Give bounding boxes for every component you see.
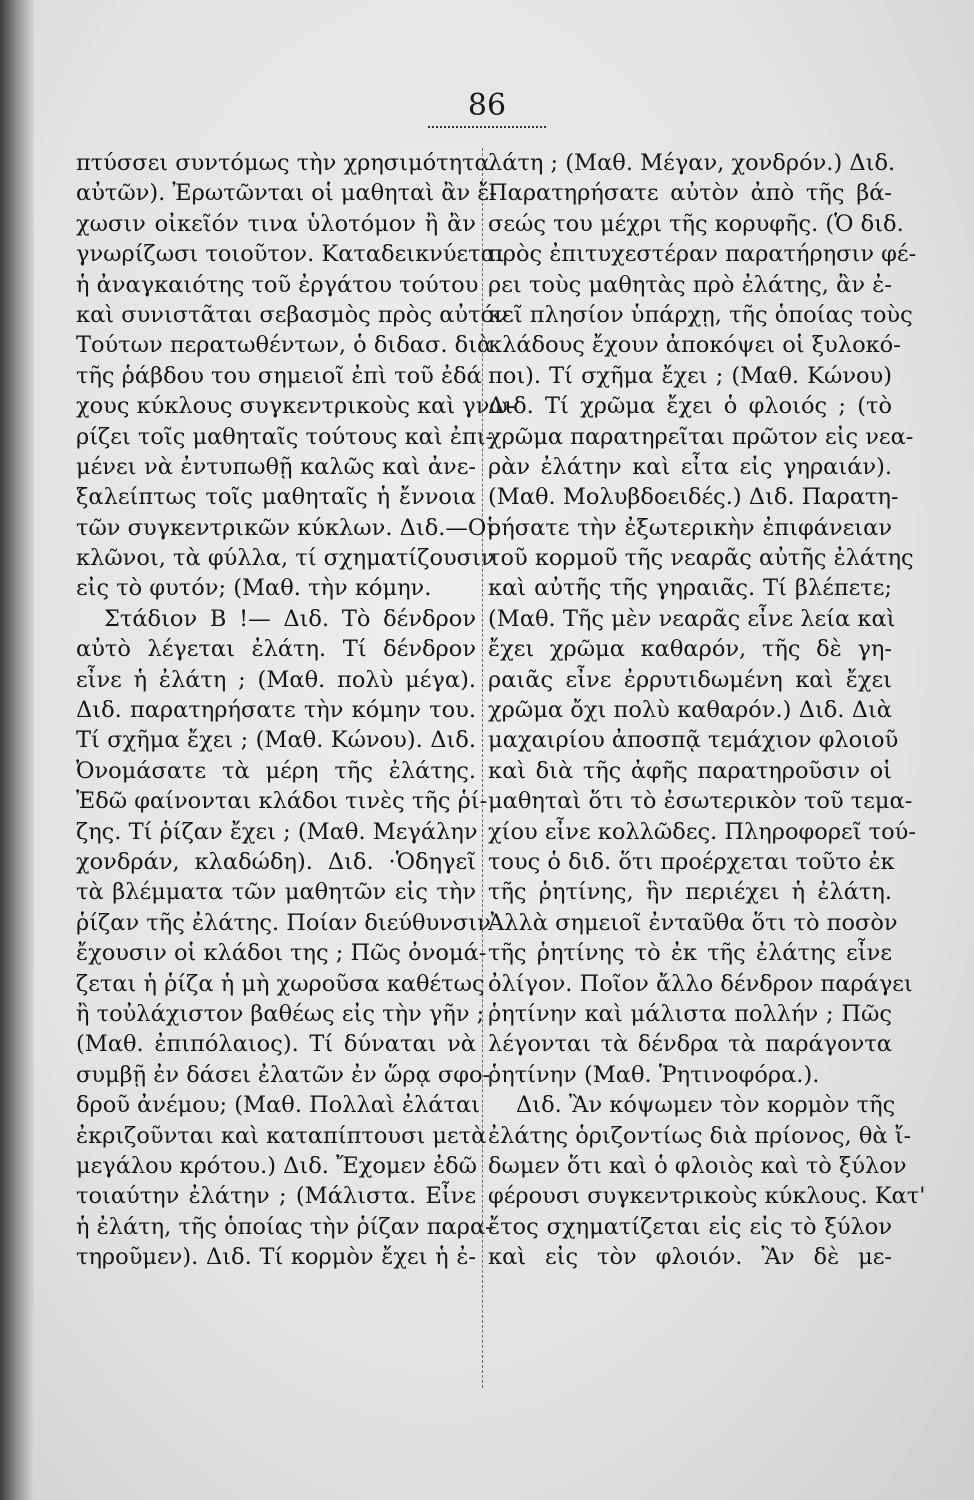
text-line: δωμεν ὅτι καὶ ὁ φλοιὸς καὶ τὸ ξύλον [488, 1152, 907, 1179]
text-line: συμβῇ ἐν δάσει ἐλατῶν ἐν ὥρᾳ σφο- [76, 1061, 491, 1088]
text-line: (Μαθ. Τῆς μὲν νεαρᾶς εἶνε λεία καὶ [488, 605, 896, 632]
text-line: χονδράν, κλαδώδη). Διδ. ·Ὁδηγεῖ [76, 848, 476, 875]
page-gutter-shadow [0, 0, 34, 1500]
text-line: Διδ. Ἂν κόψωμεν τὸν κορμὸν τῆς [516, 1092, 896, 1119]
text-line: τους ὁ διδ. ὅτι προέρχεται τοῦτο ἐκ [488, 848, 895, 875]
text-line: καὶ αὐτῆς τῆς γηραιᾶς. Τί βλέπετε; [488, 575, 892, 602]
text-line: αὐτὸ λέγεται ἐλάτη. Τί δένδρον [76, 636, 476, 663]
text-line: τὰ βλέμματα τῶν μαθητῶν εἰς τὴν [76, 879, 476, 906]
text-line: φέρουσι συγκεντρικοὺς κύκλους. Κατ' [488, 1183, 926, 1210]
text-line: Διδ. παρατηρήσατε τὴν κόμην του. [76, 697, 476, 724]
text-line: μαχαιρίου ἀποσπᾷ τεμάχιον φλοιοῦ [488, 727, 899, 754]
text-line: Διδ. Τί χρῶμα ἔχει ὁ φλοιός ; (τὸ [488, 393, 892, 420]
header-rule [428, 126, 546, 128]
text-line: ἔχει χρῶμα καθαρόν, τῆς δὲ γη- [488, 636, 892, 663]
text-line: κεῖ πλησίον ὑπάρχῃ, τῆς ὁποίας τοὺς [488, 301, 913, 328]
text-line: Τούτων περατωθέντων, ὁ διδασ. διὰ [76, 332, 493, 359]
text-line: χρῶμα παρατηρεῖται πρῶτον εἰς νεα- [488, 423, 914, 450]
text-line: ρει τοὺς μαθητὰς πρὸ ἐλάτης, ἂν ἐ- [488, 271, 892, 298]
right-column [488, 148, 926, 1272]
text-line: εἶνε ἡ ἐλάτη ; (Μαθ. πολὺ μέγα). [76, 666, 476, 693]
text-line: Ὀνομάσατε τὰ μέρη τῆς ἐλάτης. [76, 757, 476, 784]
text-line: γνωρίζωσι τοιοῦτον. Καταδεικνύεται [76, 241, 505, 268]
text-line: πτύσσει συντόμως τὴν χρησιμότητα [76, 150, 490, 176]
text-line: ξαλείπτως τοῖς μαθηταῖς ἡ ἔννοια [76, 484, 476, 511]
text-line: ραιᾶς εἶνε ἐρρυτιδωμένη καὶ ἔχει [488, 666, 892, 693]
text-line: ἔχουσιν οἱ κλάδοι της ; Πῶς ὀνομά- [76, 940, 487, 967]
text-line: καὶ συνιστᾶται σεβασμὸς πρὸς αὐτόν [76, 301, 508, 328]
text-line: ἢ τοὐλάχιστον βαθέως εἰς τὴν γῆν ; [76, 1000, 485, 1027]
text-line: τῆς ῥητίνης, ἣν περιέχει ἡ ἐλάτη. [488, 879, 892, 906]
text-line: λέγονται τὰ δένδρα τὰ παράγοντα [488, 1031, 892, 1058]
text-line: ρίζει τοῖς μαθηταῖς τούτους καὶ ἐπι- [76, 423, 494, 450]
text-line: κλῶνοι, τὰ φύλλα, τί σχηματίζουσιν [76, 545, 495, 572]
text-line: ρὰν ἐλάτην καὶ εἶτα εἰς γηραιάν). [488, 453, 892, 480]
text-line: τοῦ κορμοῦ τῆς νεαρᾶς αὐτῆς ἐλάτης [488, 545, 914, 572]
text-line: ζεται ἡ ῥίζα ἡ μὴ χωροῦσα καθέτως [76, 970, 485, 997]
text-line: χωσιν οἰκεῖόν τινα ὑλοτόμον ἢ ἂν [76, 210, 476, 237]
text-line: τῶν συγκεντρικῶν κύκλων. Διδ.—Οἱ [76, 514, 496, 541]
text-line: χους κύκλους συγκεντρικοὺς καὶ γνω- [76, 393, 516, 420]
text-line: αὐτῶν). Ἐρωτῶνται οἱ μαθηταὶ ἂν ἔ- [76, 180, 497, 207]
text-line: ῥίζαν τῆς ἐλάτης. Ποίαν διεύθυνσιν [76, 909, 491, 936]
text-line: ἡ ἐλάτη, τῆς ὁποίας τὴν ῥίζαν παρα- [76, 1213, 493, 1240]
text-line: τῆς ῥάβδου του σημειοῖ ἐπὶ τοῦ ἐδά [76, 362, 482, 389]
text-line: Ἀλλὰ σημειοῖ ἐνταῦθα ὅτι τὸ ποσὸν [488, 909, 898, 936]
page-number: 86 [467, 88, 507, 123]
text-line: ῥητίνην καὶ μάλιστα πολλήν ; Πῶς [488, 1000, 892, 1027]
text-line: καὶ διὰ τῆς ἀφῆς παρατηροῦσιν οἱ [488, 757, 892, 784]
text-line: μένει νὰ ἐντυπωθῇ καλῶς καὶ ἀνε- [76, 453, 476, 480]
text-line: ὀλίγον. Ποῖον ἄλλο δένδρον παράγει [488, 970, 913, 997]
text-line: τοιαύτην ἐλάτην ; (Μάλιστα. Εἶνε [76, 1183, 476, 1210]
text-line: μεγάλου κρότου.) Διδ. Ἔχομεν ἐδῶ [76, 1152, 478, 1179]
text-line: ἔτος σχηματίζεται εἰς εἰς τὸ ξύλον [488, 1213, 892, 1240]
text-line: ποι). Τί σχῆμα ἔχει ; (Μαθ. Κώνου) [488, 362, 892, 389]
text-line: ἐκριζοῦνται καὶ καταπίπτουσι μετὰ [76, 1122, 487, 1149]
text-line: καὶ εἰς τὸν φλοιόν. Ἂν δὲ με- [488, 1244, 892, 1271]
text-line: ῥητίνην (Μαθ. Ῥητινοφόρα.). [488, 1061, 820, 1088]
text-line: πρὸς ἐπιτυχεστέραν παρατήρησιν φέ- [488, 241, 917, 268]
text-line: Στάδιον Β !— Διδ. Τὸ δένδρον [104, 605, 476, 632]
text-line: τηροῦμεν). Διδ. Τί κορμὸν ἔχει ἡ ἐ- [76, 1244, 476, 1271]
text-line: χρῶμα ὄχι πολὺ καθαρόν.) Διδ. Διὰ [488, 697, 892, 724]
text-line: Ἐδῶ φαίνονται κλάδοι τινὲς τῆς ῥί- [76, 788, 488, 815]
text-line: ρήσατε τὴν ἐξωτερικὴν ἐπιφάνειαν [488, 514, 892, 541]
text-line: ἡ ἀναγκαιότης τοῦ ἐργάτου τούτου [76, 271, 479, 298]
text-line: ζης. Τί ῥίζαν ἔχει ; (Μαθ. Μεγάλην [76, 818, 478, 845]
text-line: μαθηταὶ ὅτι τὸ ἐσωτερικὸν τοῦ τεμα- [488, 788, 913, 815]
left-column [76, 148, 516, 1272]
text-line: χίου εἶνε κολλῶδες. Πληροφορεῖ τού- [488, 818, 916, 845]
text-line: κλάδους ἔχουν ἀποκόψει οἱ ξυλοκό- [488, 332, 901, 359]
text-line: (Μαθ. ἐπιπόλαιος). Τί δύναται νὰ [76, 1031, 476, 1058]
text-line: εἰς τὸ φυτόν; (Μαθ. τὴν κόμην. [76, 575, 432, 602]
text-line: τῆς ῥητίνης τὸ ἐκ τῆς ἐλάτης εἶνε [488, 940, 892, 967]
text-line: Παρατηρήσατε αὐτὸν ἀπὸ τῆς βά- [488, 180, 892, 207]
text-line: ἐλάτης ὁριζοντίως διὰ πρίονος, θὰ ἴ- [488, 1122, 912, 1149]
text-line: σεώς του μέχρι τῆς κορυφῆς. (Ὁ διδ. [488, 210, 904, 237]
text-line: λάτη ; (Μαθ. Μέγαν, χονδρόν.) Διδ. [488, 150, 896, 176]
text-line: (Μαθ. Μολυβδοειδές.) Διδ. Παρατη- [488, 484, 899, 511]
text-line: Τί σχῆμα ἔχει ; (Μαθ. Κώνου). Διδ. [76, 727, 476, 754]
text-line: δροῦ ἀνέμου; (Μαθ. Πολλαὶ ἐλάται [76, 1092, 480, 1119]
